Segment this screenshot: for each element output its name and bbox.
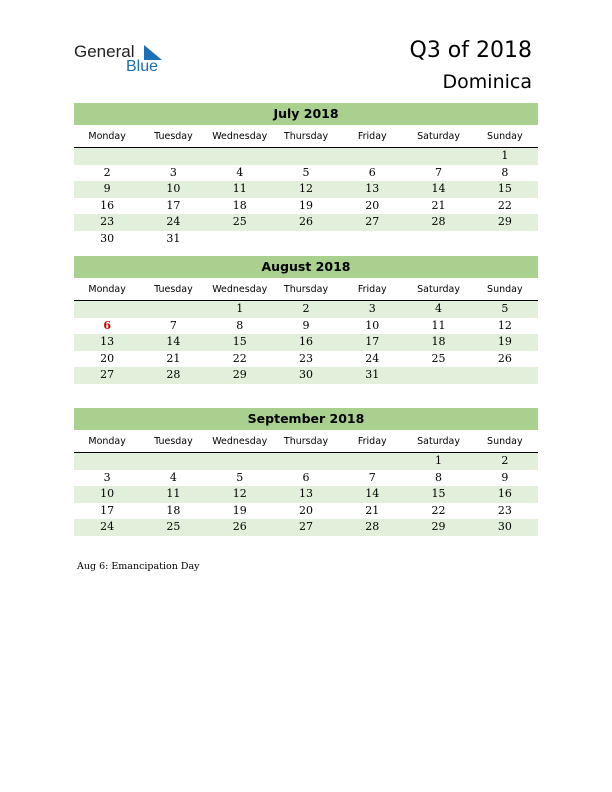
weekday-header-row: [74, 127, 538, 148]
day-cell: 29: [232, 368, 247, 381]
day-cell: 31: [166, 231, 181, 245]
day-cell: 13: [298, 487, 313, 500]
day-cell: 24: [166, 215, 181, 228]
day-cell: 28: [365, 520, 380, 533]
week-row: [74, 519, 538, 536]
day-cell: 26: [298, 215, 313, 228]
day-cell: 18: [431, 335, 446, 348]
day-cell: 9: [302, 318, 310, 332]
day-cell: 3: [368, 302, 376, 315]
day-cell: 12: [497, 318, 512, 332]
weekday-label: Monday: [88, 131, 126, 142]
day-cell: [74, 453, 140, 470]
day-cell: 17: [166, 198, 181, 212]
day-cell: 19: [298, 198, 313, 212]
day-cell: [207, 453, 273, 470]
weekday-label: Friday: [357, 284, 387, 295]
day-cell: 21: [431, 198, 446, 212]
day-cell: 1: [501, 149, 509, 162]
day-cell: 1: [236, 302, 244, 315]
month-header: August 2018: [74, 256, 538, 278]
day-cell: 21: [365, 503, 380, 517]
day-cell: 29: [497, 215, 512, 228]
day-cell: [273, 453, 339, 470]
weekday-label: Saturday: [417, 284, 460, 295]
weekday-label: Thursday: [283, 436, 329, 447]
day-cell: 30: [497, 520, 512, 533]
day-cell: 2: [103, 165, 111, 179]
week-row: [74, 214, 538, 231]
month-calendar-july: [74, 103, 538, 247]
day-cell: 10: [100, 487, 115, 500]
weekday-label: Monday: [88, 436, 126, 447]
day-cell: 2: [501, 454, 509, 467]
day-cell: 31: [365, 368, 380, 381]
day-cell: 14: [431, 182, 446, 195]
week-row: [74, 301, 538, 318]
day-cell: [339, 231, 405, 248]
weekday-label: Saturday: [417, 436, 460, 447]
weekday-label: Thursday: [283, 284, 329, 295]
weekday-label: Friday: [357, 131, 387, 142]
day-cell: 20: [298, 503, 313, 517]
weekday-label: Saturday: [417, 131, 460, 142]
week-row: [74, 470, 538, 487]
day-cell: 1: [435, 454, 443, 467]
day-cell: 17: [100, 503, 115, 517]
week-row: [74, 503, 538, 520]
day-cell: 4: [435, 302, 443, 315]
weekday-label: Sunday: [487, 131, 523, 142]
day-cell: 30: [100, 231, 115, 245]
month-header: September 2018: [74, 408, 538, 430]
week-row: [74, 181, 538, 198]
day-cell: 23: [497, 503, 512, 517]
page-title: Q3 of 2018: [409, 38, 532, 63]
logo: [74, 42, 184, 78]
day-cell: [207, 148, 273, 165]
weekday-label: Friday: [357, 436, 387, 447]
holiday-day-cell: 6: [103, 318, 111, 332]
day-cell: 27: [100, 368, 115, 381]
day-cell: 16: [497, 487, 512, 500]
day-cell: 14: [365, 487, 380, 500]
day-cell: 7: [435, 165, 443, 179]
logo-word-blue: Blue: [126, 58, 159, 75]
weekday-label: Thursday: [283, 131, 329, 142]
month-calendar-august: [74, 256, 538, 384]
week-row: [74, 367, 538, 384]
country-name: Dominica: [442, 71, 532, 93]
day-cell: 8: [435, 470, 443, 484]
week-row: [74, 334, 538, 351]
week-row: [74, 231, 538, 248]
week-row: [74, 318, 538, 335]
day-cell: 12: [232, 487, 247, 500]
day-cell: 3: [169, 165, 177, 179]
day-cell: 6: [302, 470, 310, 484]
day-cell: 11: [232, 182, 247, 195]
day-cell: 29: [431, 520, 446, 533]
day-cell: 11: [431, 318, 446, 332]
weekday-label: Wednesday: [212, 131, 268, 142]
week-row: [74, 148, 538, 165]
day-cell: 18: [232, 198, 247, 212]
week-row: [74, 351, 538, 368]
day-cell: [472, 231, 538, 248]
day-cell: 5: [236, 470, 244, 484]
day-cell: 8: [501, 165, 509, 179]
day-cell: 26: [232, 520, 247, 533]
day-cell: 14: [166, 335, 181, 348]
day-cell: 7: [368, 470, 376, 484]
day-cell: [140, 148, 206, 165]
day-cell: 9: [103, 182, 111, 195]
day-cell: 25: [232, 215, 247, 228]
day-cell: 19: [497, 335, 512, 348]
day-cell: 22: [431, 503, 446, 517]
day-cell: 21: [166, 351, 181, 365]
day-cell: [207, 231, 273, 248]
weekday-label: Wednesday: [212, 436, 268, 447]
day-cell: 28: [166, 368, 181, 381]
day-cell: [405, 231, 471, 248]
day-cell: 15: [497, 182, 512, 195]
weekday-label: Wednesday: [212, 284, 268, 295]
day-cell: [405, 148, 471, 165]
day-cell: 5: [302, 165, 310, 179]
day-cell: 18: [166, 503, 181, 517]
day-cell: 12: [298, 182, 313, 195]
weekday-header-row: [74, 280, 538, 301]
day-cell: 15: [232, 335, 247, 348]
day-cell: 4: [169, 470, 177, 484]
day-cell: 24: [100, 520, 115, 533]
day-cell: 4: [236, 165, 244, 179]
week-row: [74, 198, 538, 215]
logo-word-general: General: [74, 42, 135, 61]
day-cell: [339, 453, 405, 470]
day-cell: 20: [365, 198, 380, 212]
day-cell: [140, 453, 206, 470]
day-cell: 22: [497, 198, 512, 212]
day-cell: [339, 148, 405, 165]
week-row: [74, 486, 538, 503]
holiday-footnote: Aug 6: Emancipation Day: [77, 561, 200, 572]
day-cell: 26: [497, 351, 512, 365]
day-cell: [74, 301, 140, 318]
weekday-label: Tuesday: [154, 284, 193, 295]
day-cell: 11: [166, 487, 181, 500]
day-cell: 30: [298, 368, 313, 381]
weekday-header-row: [74, 432, 538, 453]
day-cell: 13: [100, 335, 115, 348]
day-cell: 3: [103, 470, 111, 484]
day-cell: 27: [298, 520, 313, 533]
day-cell: [140, 301, 206, 318]
day-cell: 23: [100, 215, 115, 228]
day-cell: 28: [431, 215, 446, 228]
day-cell: 16: [100, 198, 115, 212]
day-cell: 5: [501, 302, 509, 315]
day-cell: [74, 148, 140, 165]
day-cell: 7: [169, 318, 177, 332]
day-cell: [472, 367, 538, 384]
week-row: [74, 453, 538, 470]
day-cell: 13: [365, 182, 380, 195]
day-cell: 23: [298, 351, 313, 365]
month-calendar-september: [74, 408, 538, 536]
day-cell: 19: [232, 503, 247, 517]
weekday-label: Tuesday: [154, 131, 193, 142]
day-cell: 6: [368, 165, 376, 179]
day-cell: 10: [365, 318, 380, 332]
day-cell: 24: [365, 351, 380, 365]
day-cell: 10: [166, 182, 181, 195]
week-row: [74, 165, 538, 182]
day-cell: 2: [302, 302, 310, 315]
day-cell: 20: [100, 351, 115, 365]
month-header: July 2018: [74, 103, 538, 125]
day-cell: 9: [501, 470, 509, 484]
day-cell: [273, 148, 339, 165]
day-cell: 16: [298, 335, 313, 348]
weekday-label: Sunday: [487, 284, 523, 295]
day-cell: 25: [431, 351, 446, 365]
weekday-label: Sunday: [487, 436, 523, 447]
day-cell: 22: [232, 351, 247, 365]
weekday-label: Monday: [88, 284, 126, 295]
day-cell: 25: [166, 520, 181, 533]
weekday-label: Tuesday: [154, 436, 193, 447]
day-cell: 15: [431, 487, 446, 500]
day-cell: 8: [236, 318, 244, 332]
day-cell: [405, 367, 471, 384]
day-cell: [273, 231, 339, 248]
day-cell: 17: [365, 335, 380, 348]
day-cell: 27: [365, 215, 380, 228]
